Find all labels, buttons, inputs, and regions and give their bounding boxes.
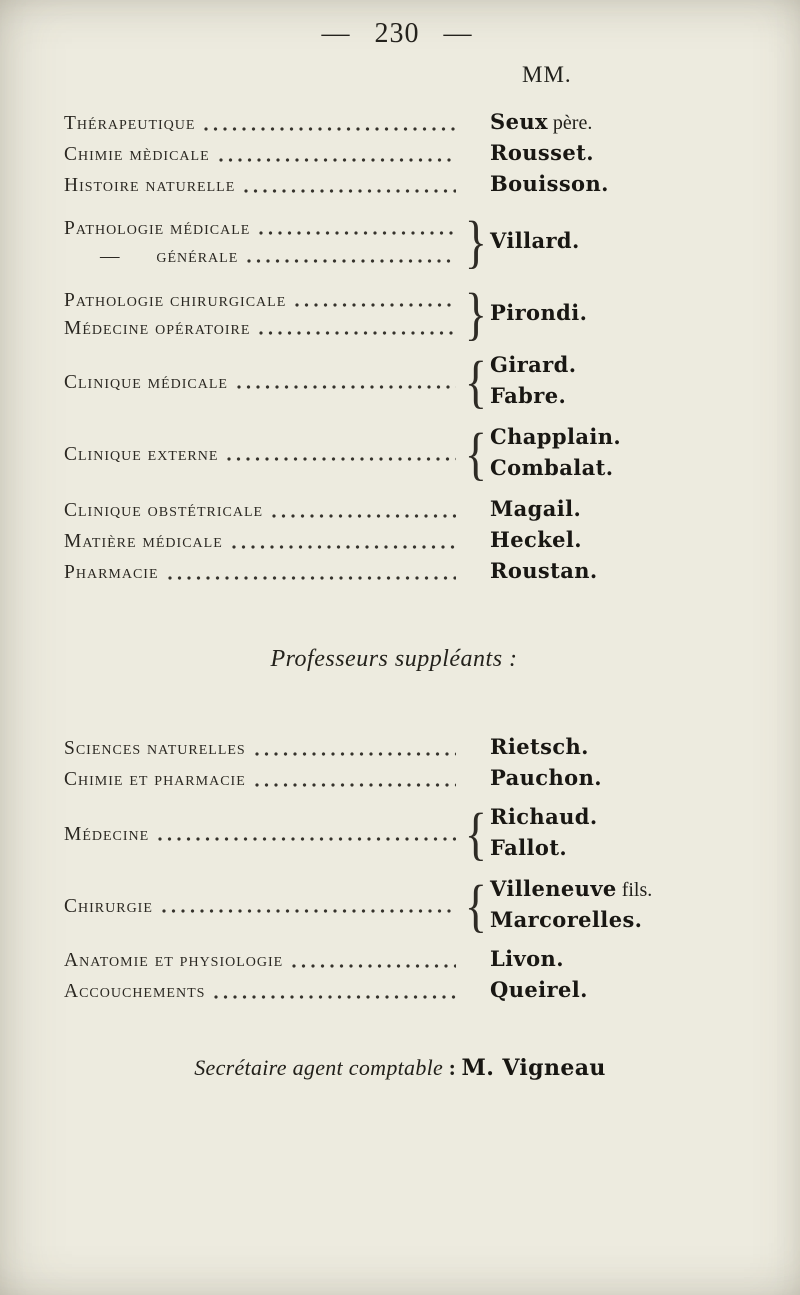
name-column (490, 351, 770, 413)
subject-label: Pharmacie (64, 562, 159, 583)
subject-column (64, 945, 462, 976)
subject-column (64, 803, 462, 865)
faculty-row (64, 526, 770, 557)
professor-name-bold: Villeneuve (490, 876, 617, 901)
grouping-brace: { (464, 421, 488, 486)
names-column-header-row (522, 62, 770, 88)
subject-line (64, 314, 462, 342)
professor-name-bold: Queirel. (490, 977, 588, 1002)
subject-line (64, 140, 462, 169)
professor-name-plain: fils. (616, 879, 653, 901)
professor-name (490, 495, 770, 526)
faculty-row (64, 557, 770, 588)
name-column (490, 170, 770, 201)
subject-label: Clinique médicale (64, 372, 228, 393)
subject-label: Clinique obstétricale (64, 500, 264, 521)
professor-name-bold: Rousset. (490, 140, 594, 165)
subject-label: Thérapeutique (64, 113, 196, 134)
faculty-row (64, 495, 770, 526)
name-column (490, 423, 770, 485)
grouping-brace: { (464, 801, 488, 866)
professor-name-bold: Fabre. (490, 383, 567, 408)
name-column (490, 139, 770, 170)
professor-name-bold: Villard. (490, 227, 580, 253)
name-column (490, 526, 770, 557)
professor-name-bold: Girard. (490, 352, 577, 377)
name-column (490, 557, 770, 588)
subject-column (64, 170, 462, 201)
name-column (490, 495, 770, 526)
grouping-brace: } (464, 281, 488, 346)
subject-label: Sciences naturelles (64, 738, 246, 759)
professor-name-bold: Combalat. (490, 455, 614, 480)
brace-slot (462, 976, 490, 1007)
name-column (490, 733, 770, 764)
brace-slot (462, 139, 490, 170)
subject-label: Médecine opératoire (64, 318, 251, 339)
grouping-brace: { (464, 349, 488, 414)
subject-line (64, 440, 462, 468)
professor-name (490, 299, 770, 330)
subject-line (64, 892, 462, 920)
subject-column (64, 764, 462, 795)
grouping-brace: { (464, 873, 488, 938)
name-column (490, 945, 770, 976)
subject-line (64, 286, 462, 314)
section-title-professeurs-suppleants: Professeurs suppléants : (270, 646, 518, 672)
name-column (490, 875, 770, 937)
secretary-label: Secrétaire agent comptable (194, 1055, 444, 1080)
dotted-leader (259, 231, 456, 235)
brace-slot (462, 945, 490, 976)
subject-column (64, 423, 462, 485)
dotted-leader (227, 457, 456, 461)
secretary-separator: : (443, 1055, 462, 1080)
dotted-leader (272, 514, 456, 518)
professor-name-bold: Bouisson. (490, 171, 609, 196)
subject-line (64, 496, 462, 525)
professor-name (490, 351, 770, 382)
professor-name (490, 834, 770, 865)
dotted-leader (162, 909, 456, 913)
faculty-row (64, 945, 770, 976)
subject-line (64, 820, 462, 848)
faculty-list (64, 108, 770, 588)
professor-name-bold: Livon. (490, 946, 564, 971)
secretary-name: M. Vigneau (461, 1055, 606, 1081)
professor-name (490, 526, 770, 557)
professor-name-bold: Rietsch. (490, 734, 589, 759)
professor-name (490, 733, 770, 764)
dotted-leader (232, 545, 456, 549)
professor-name (490, 139, 770, 170)
faculty-row (64, 139, 770, 170)
professor-name (490, 382, 770, 413)
faculty-row (64, 976, 770, 1007)
professor-name-bold: Heckel. (490, 527, 582, 552)
professor-name-bold: Fallot. (490, 835, 568, 860)
brace-slot (462, 495, 490, 526)
faculty-row-grouped-names (64, 423, 770, 485)
subject-column (64, 495, 462, 526)
subject-label: Chimie et pharmacie (64, 769, 246, 790)
brace-slot (462, 733, 490, 764)
faculty-row (64, 108, 770, 139)
name-column (490, 285, 770, 343)
faculty-row-grouped-subjects (64, 281, 770, 346)
dotted-leader (247, 259, 456, 263)
names-column-header: MM. (522, 62, 572, 87)
professor-name (490, 423, 770, 454)
professor-name (490, 976, 770, 1007)
subject-column (64, 351, 462, 413)
subject-line (64, 171, 462, 200)
professor-name (490, 764, 770, 795)
professor-name-bold: Pauchon. (490, 765, 602, 790)
professor-name (490, 875, 770, 906)
grouping-brace: } (464, 209, 488, 274)
subject-label: Histoire naturelle (64, 175, 236, 196)
dotted-leader (244, 189, 456, 193)
name-column (490, 803, 770, 865)
brace-slot (462, 281, 490, 346)
name-column (490, 213, 770, 271)
faculty-row-grouped-subjects (64, 209, 770, 274)
subject-column (64, 213, 462, 271)
brace-slot (462, 423, 490, 485)
professor-name-bold: Seux (490, 109, 548, 134)
brace-slot (462, 557, 490, 588)
subject-label: Clinique externe (64, 444, 219, 465)
subject-line (64, 558, 462, 587)
professor-name-bold: Magail. (490, 496, 582, 521)
dotted-leader (219, 158, 456, 162)
subject-column (64, 108, 462, 139)
faculty-row-grouped-names (64, 803, 770, 865)
subject-label: — générale (100, 246, 239, 267)
professor-name-bold: Pirondi. (490, 299, 588, 325)
professor-name-plain: père. (547, 112, 593, 134)
dotted-leader (255, 783, 456, 787)
professor-name-bold: Roustan. (490, 558, 598, 583)
dotted-leader (168, 576, 456, 580)
brace-slot (462, 170, 490, 201)
dotted-leader (259, 331, 456, 335)
subject-column (64, 285, 462, 343)
faculty-row (64, 764, 770, 795)
dotted-leader (204, 127, 456, 131)
brace-slot (462, 875, 490, 937)
subject-column (64, 557, 462, 588)
professor-name-bold: Chapplain. (490, 424, 622, 449)
subject-column (64, 526, 462, 557)
faculty-row-grouped-names (64, 351, 770, 413)
brace-slot (462, 108, 490, 139)
professor-name-bold: Marcorelles. (490, 907, 643, 932)
subject-line (64, 214, 462, 242)
subject-label: Médecine (64, 824, 150, 845)
dotted-leader (214, 995, 456, 999)
dotted-leader (295, 303, 456, 307)
brace-slot (462, 803, 490, 865)
brace-slot (462, 526, 490, 557)
subject-label: Pathologie chirurgicale (64, 290, 287, 311)
subject-column (64, 976, 462, 1007)
subject-line (64, 734, 462, 763)
subject-line (64, 527, 462, 556)
brace-slot (462, 351, 490, 413)
subject-column (64, 875, 462, 937)
professor-name (490, 227, 770, 258)
name-column (490, 976, 770, 1007)
subject-label: Pathologie médicale (64, 218, 251, 239)
subject-line (64, 946, 462, 975)
subject-label: Accouchements (64, 981, 206, 1002)
brace-slot (462, 764, 490, 795)
professor-name (490, 108, 770, 139)
subject-label: Chimie mèdicale (64, 144, 210, 165)
name-column (490, 108, 770, 139)
subject-line (64, 242, 462, 270)
subject-column (64, 139, 462, 170)
brace-slot (462, 209, 490, 274)
faculty-row (64, 170, 770, 201)
supplement-list (64, 733, 770, 1007)
dotted-leader (237, 385, 456, 389)
subject-line (64, 109, 462, 138)
subject-label: Anatomie et physiologie (64, 950, 284, 971)
faculty-row (64, 733, 770, 764)
secretary-line (64, 1055, 736, 1081)
dotted-leader (158, 837, 456, 841)
faculty-row-grouped-names (64, 875, 770, 937)
professor-name (490, 945, 770, 976)
subject-label: Chirurgie (64, 896, 153, 917)
subject-line (64, 765, 462, 794)
professor-name (490, 557, 770, 588)
dotted-leader (292, 964, 456, 968)
professor-name (490, 803, 770, 834)
professor-name (490, 906, 770, 937)
page-number: — 230 — (321, 18, 473, 49)
dotted-leader (255, 752, 456, 756)
name-column (490, 764, 770, 795)
subject-line (64, 977, 462, 1006)
professor-name (490, 454, 770, 485)
professor-name-bold: Richaud. (490, 804, 598, 829)
professor-name (490, 170, 770, 201)
subject-column (64, 733, 462, 764)
subject-line (64, 368, 462, 396)
subject-label: Matière médicale (64, 531, 223, 552)
